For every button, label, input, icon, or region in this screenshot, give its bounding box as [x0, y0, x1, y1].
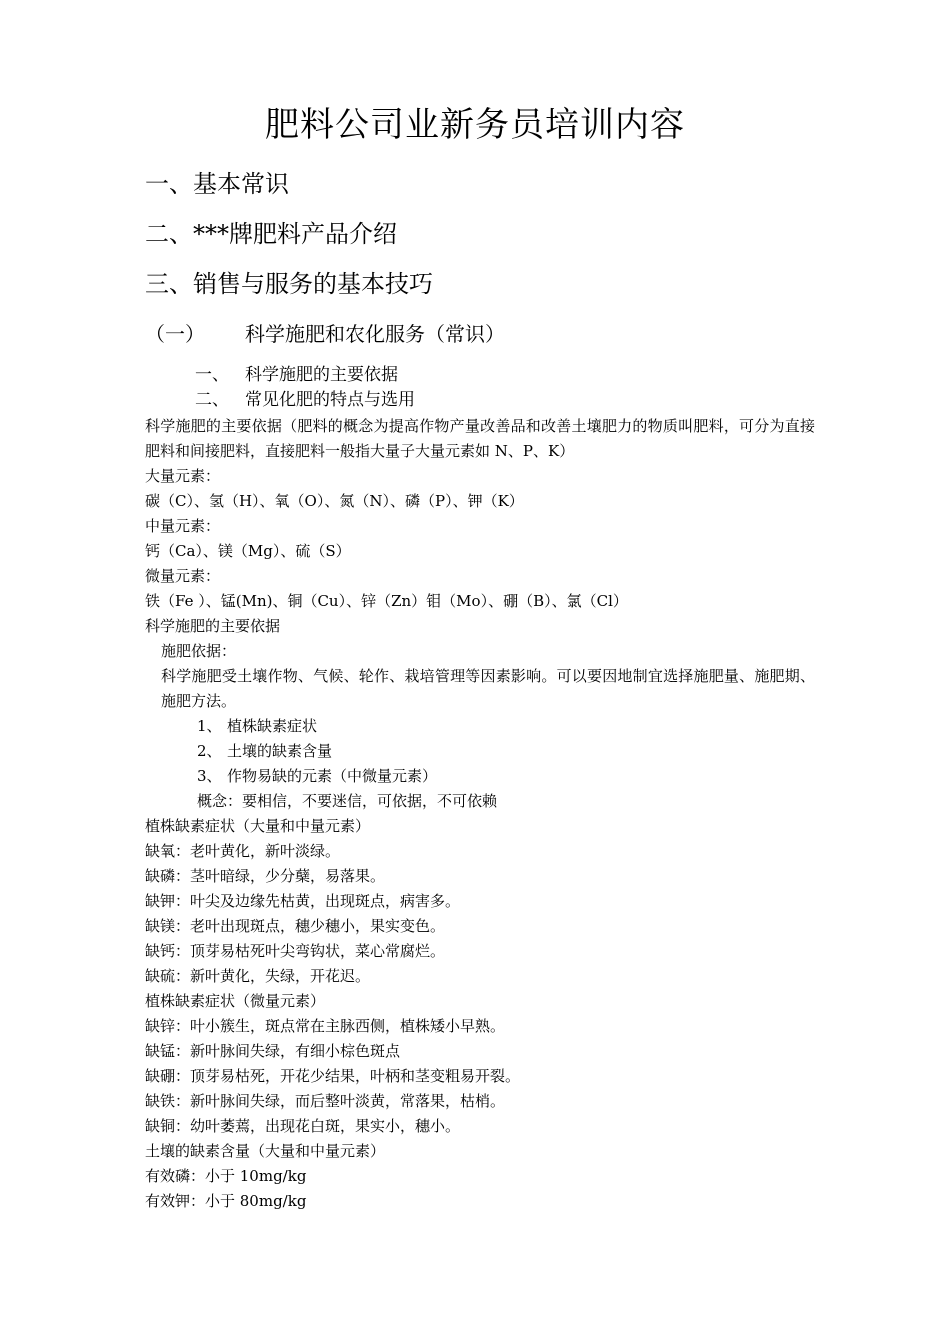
list-item-number: 一、: [195, 365, 229, 385]
macro-symptoms-title: 植株缺素症状（大量和中量元素）: [145, 817, 371, 835]
list-item-number: 二、: [195, 390, 229, 410]
basis-point-number: 1、: [197, 717, 222, 735]
basis-point-text: 土壤的缺素含量: [227, 742, 333, 760]
basis-label: 施肥依据：: [161, 642, 237, 660]
medium-label: 中量元素：: [145, 517, 221, 535]
macro-label: 大量元素：: [145, 467, 221, 485]
micro-list: 铁（Fe ）、锰(Mn)、铜（Cu）、锌（Zn）钼（Mo）、硼（B）、氯（Cl）: [145, 592, 628, 610]
list-item-1: [195, 363, 398, 387]
list-item-text: 常见化肥的特点与选用: [245, 390, 415, 410]
basis-point-text: 植株缺素症状: [227, 717, 318, 735]
macro-list: 碳（C）、氢（H）、氧（O）、氮（N）、磷（P）、钾（K）: [145, 492, 524, 510]
symptom-line: 缺铁：新叶脉间失绿，而后整叶淡黄，常落果，枯梢。: [145, 1092, 506, 1110]
symptom-line: 缺硫：新叶黄化，失绿，开花迟。: [145, 967, 371, 985]
document-title: 肥料公司业新务员培训内容: [265, 105, 685, 145]
list-item-2: [195, 388, 415, 412]
micro-symptoms-title: 植株缺素症状（微量元素）: [145, 992, 326, 1010]
medium-list: 钙（Ca）、镁（Mg）、硫（S）: [145, 542, 351, 560]
section-heading-2: 二、***牌肥料产品介绍: [145, 220, 397, 248]
symptom-line: 缺磷：茎叶暗绿，少分蘖，易落果。: [145, 867, 386, 885]
basis-paragraph: 科学施肥受土壤作物、气候、轮作、栽培管理等因素影响。可以要因地制宜选择施肥量、施肥期、施肥方法。: [161, 667, 815, 710]
symptom-line: 缺锌：叶小簇生，斑点常在主脉西侧，植株矮小早熟。: [145, 1017, 506, 1035]
basis-point-number: 3、: [197, 767, 222, 785]
soil-title: 土壤的缺素含量（大量和中量元素）: [145, 1142, 386, 1160]
section-heading-3: 三、销售与服务的基本技巧: [145, 270, 433, 298]
symptom-line: 缺硼：顶芽易枯死，开花少结果，叶柄和茎变粗易开裂。: [145, 1067, 521, 1085]
symptom-line: 缺锰：新叶脉间失绿，有细小棕色斑点: [145, 1042, 401, 1060]
symptom-line: 缺镁：老叶出现斑点，穗少穗小，果实变色。: [145, 917, 446, 935]
symptom-line: 缺铜：幼叶萎蔫，出现花白斑，果实小，穗小。: [145, 1117, 461, 1135]
subsection-number: （一）: [145, 322, 205, 346]
soil-line: 有效磷：小于 10mg/kg: [145, 1167, 307, 1185]
list-item-text: 科学施肥的主要依据: [245, 365, 398, 385]
basis-point: [145, 714, 815, 739]
basis-title: 科学施肥的主要依据: [145, 617, 281, 635]
basis-point: [145, 764, 815, 789]
symptom-line: 缺钾：叶尖及边缘先枯黄，出现斑点，病害多。: [145, 892, 461, 910]
symptom-line: 缺氧：老叶黄化，新叶淡绿。: [145, 842, 341, 860]
subsection-heading: [145, 320, 505, 348]
basis-point-text: 作物易缺的元素（中微量元素）: [227, 767, 438, 785]
subsection-text: 科学施肥和农化服务（常识）: [245, 322, 505, 346]
micro-label: 微量元素：: [145, 567, 221, 585]
symptom-line: 缺钙：顶芽易枯死叶尖弯钩状，菜心常腐烂。: [145, 942, 446, 960]
soil-line: 有效钾：小于 80mg/kg: [145, 1192, 307, 1210]
document-body: [145, 414, 815, 1214]
basis-point: [145, 739, 815, 764]
intro-paragraph: 科学施肥的主要依据（肥料的概念为提高作物产量改善品和改善土壤肥力的物质叫肥料，可分为直接肥料和间接肥料，直接肥料一般指大量子大量元素如 N、P、K）: [145, 417, 815, 460]
concept-line: 概念：要相信，不要迷信，可依据，不可依赖: [197, 792, 498, 810]
section-heading-1: 一、基本常识: [145, 170, 289, 198]
basis-point-number: 2、: [197, 742, 222, 760]
